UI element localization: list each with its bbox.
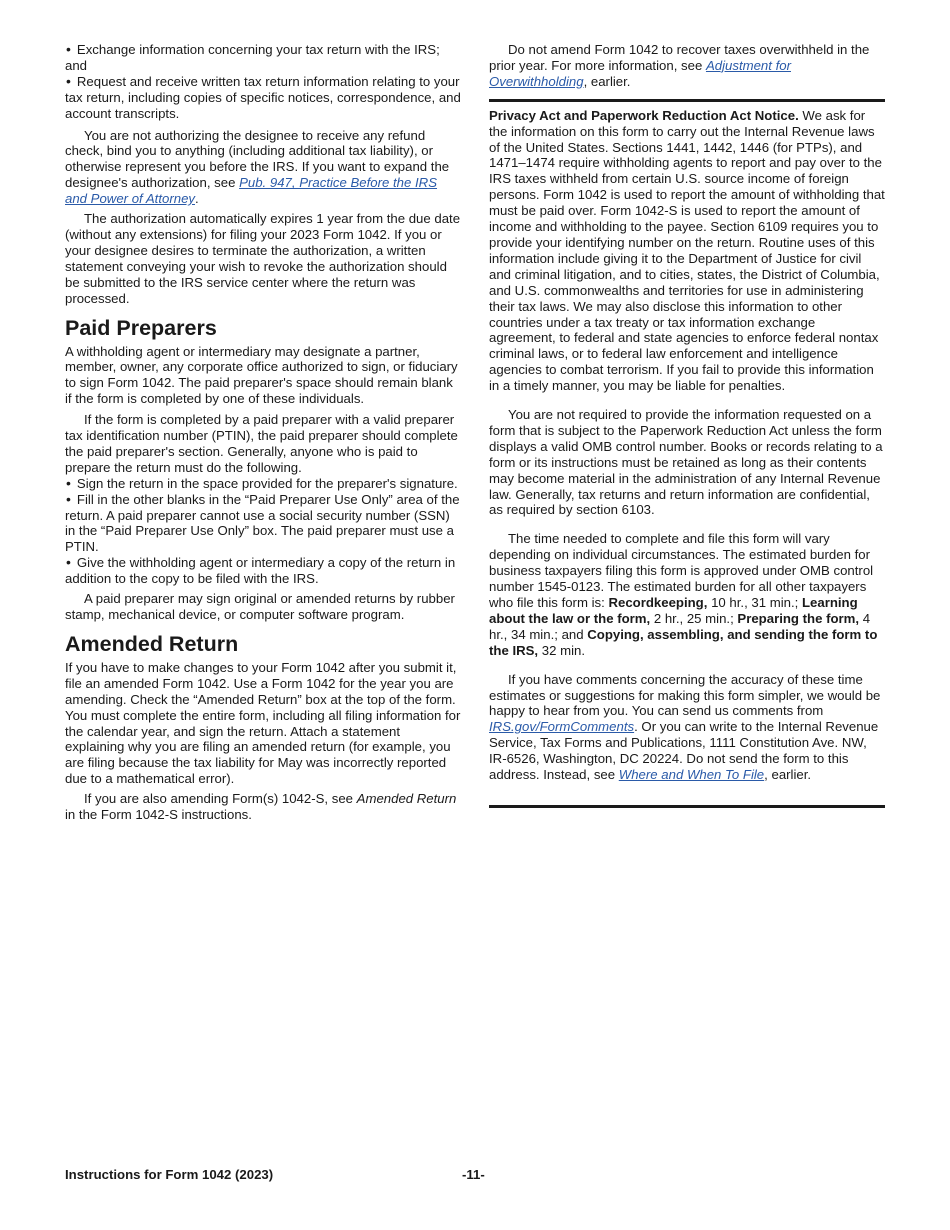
- privacy-act-paragraph: Privacy Act and Paperwork Reduction Act Notice. We ask for the information on this form to carry out the Internal Revenue laws of the United States. Sections 1441, 1442, 1446 (for PTPs), and 1471–1474 require withholding agents to report and pay over to the IRS taxes withheld from certain U.S. source income of foreign persons. Form 1042 is used to report the amount of withholding that must be paid over. Form 1042-S is used to report the amount of income and withholding to the payee. Section 6109 requires you to provide your identifying number on the return. Routine uses of this information include giving it to the Department of Justice for civil and criminal litigation, and to cities, states, the District of Columbia, and U.S. commonwealths and territories for use in administering their tax laws. We may also disclose this information to other countries under a tax treaty or tax information exchange agreement, to federal and state agencies to enforce federal nontax criminal laws, or to federal law enforcement and intelligence agencies to combat terrorism. If you fail to provide this information in a timely manner, you may be liable for penalties.: [489, 107, 885, 394]
- bullet-give-copy: • Give the withholding agent or intermediary a copy of the return in addition to the copy to be filed with the IRS.: [65, 555, 461, 587]
- bullet-fill-blanks: • Fill in the other blanks in the “Paid Preparer Use Only” area of the return. A paid preparer cannot use a social security number (SSN) in the “Paid Preparer Use Only” box. The paid preparer must use a PTIN.: [65, 492, 461, 556]
- paid-preparers-paragraph-3: A paid preparer may sign original or amended returns by rubber stamp, mechanical device, or computer software program.: [65, 591, 455, 622]
- bullet-sign-return: • Sign the return in the space provided for the preparer's signature.: [65, 476, 461, 492]
- paperwork-reduction-paragraph: You are not required to provide the information requested on a form that is subject to the Paperwork Reduction Act unless the form displays a valid OMB control number. Books or records relating to a form or its instructions must be retained as long as their contents may become material in the administration of any Internal Revenue law. Generally, tax returns and return information are confidential, as required by section 6103.: [489, 407, 883, 518]
- comments-paragraph: If you have comments concerning the accuracy of these time estimates or suggestions for making this form simpler, we would be happy to hear from you. You can send us comments from IRS.gov/FormComments. Or you can write to the Internal Revenue Service, Tax Forms and Publications, 1111 Constitution Ave. NW, IR-6526, Washington, DC 20224. Do not send the form to this address. Instead, see Where and When To File, earlier.: [489, 671, 881, 783]
- paid-preparers-paragraph-2: If the form is completed by a paid preparer with a valid preparer tax identification number (PTIN), the paid preparer should complete the paid preparer's section. Generally, anyone who is paid to prepare the return must do the following.: [65, 412, 458, 475]
- overwithholding-paragraph: Do not amend Form 1042 to recover taxes overwithheld in the prior year. For more information, see Adjustment for Overwithholding, earlier.: [489, 42, 870, 89]
- time-estimate-paragraph: The time needed to complete and file this form will vary depending on individual circumstances. The estimated burden for business taxpayers filing this form is approved under OMB control number 1545-0123. The estimated burden for all other taxpayers who file this form is: Recordkeeping, 10 hr., 31 min.; Learning about the law or the form, 2 hr., 25 min.; Preparing the form, 4 hr., 34 min.; and Copying, assembling, and sending the form to the IRS, 32 min.: [489, 531, 878, 658]
- left-column: [65, 42, 461, 823]
- footer-page-number: -11-: [462, 1167, 485, 1182]
- pub-947-link[interactable]: Pub. 947, Practice Before the IRS and Power of Attorney: [65, 175, 438, 207]
- adjustment-overwithholding-link[interactable]: Adjustment for Overwithholding: [489, 57, 791, 89]
- section-divider-top: [489, 99, 885, 102]
- privacy-act-heading: Privacy Act and Paperwork Reduction Act Notice.: [489, 107, 799, 123]
- paid-preparers-paragraph-1: A withholding agent or intermediary may designate a partner, member, owner, any corporate office authorized to sign, or fiduciary to sign Form 1042. The paid preparer's space should remain blank if the form is completed by one of these individuals.: [65, 343, 458, 407]
- where-when-to-file-link[interactable]: Where and When To File: [618, 767, 765, 783]
- amended-return-paragraph-1: If you have to make changes to your Form 1042 after you submit it, file an amended Form 1042. Use a Form 1042 for the year you are amending. Check the “Amended Return” box at the top of the form. You must complete the entire form, including all filing information for the calendar year, and sign the return. Attach a statement explaining why you are filing an amended return (for example, you are filing because the tax liability for May was incorrectly reported due to a mathematical error).: [65, 659, 461, 787]
- irs-form-comments-link[interactable]: IRS.gov/FormComments: [489, 719, 635, 735]
- authorization-expiry-paragraph: The authorization automatically expires 1 year from the due date (without any extensions) for filing your 2023 Form 1042. If you or your designee desires to terminate the authorization, a written statement conveying your wish to revoke the authorization should be submitted to the IRS service center where the return was processed.: [65, 211, 461, 306]
- bullet-request-info: • Request and receive written tax return information relating to your tax return, including copies of specific notices, correspondence, and account transcripts.: [65, 74, 461, 122]
- section-divider-bottom: [489, 805, 885, 808]
- paid-preparers-heading: Paid Preparers: [65, 315, 217, 340]
- designee-authorization-paragraph: You are not authorizing the designee to receive any refund check, bind you to anything (including additional tax liability), or otherwise represent you before the IRS. If you want to expand the designee's authorization, see Pub. 947, Practice Before the IRS and Power of Attorney.: [65, 127, 450, 207]
- footer-form-title: Instructions for Form 1042 (2023): [65, 1167, 274, 1182]
- bullet-exchange-info: • Exchange information concerning your tax return with the IRS; and: [65, 42, 461, 74]
- amended-return-paragraph-2: If you are also amending Form(s) 1042-S, see Amended Return in the Form 1042-S instructions.: [65, 791, 457, 823]
- amended-return-heading: Amended Return: [65, 631, 239, 656]
- right-column: [489, 42, 885, 808]
